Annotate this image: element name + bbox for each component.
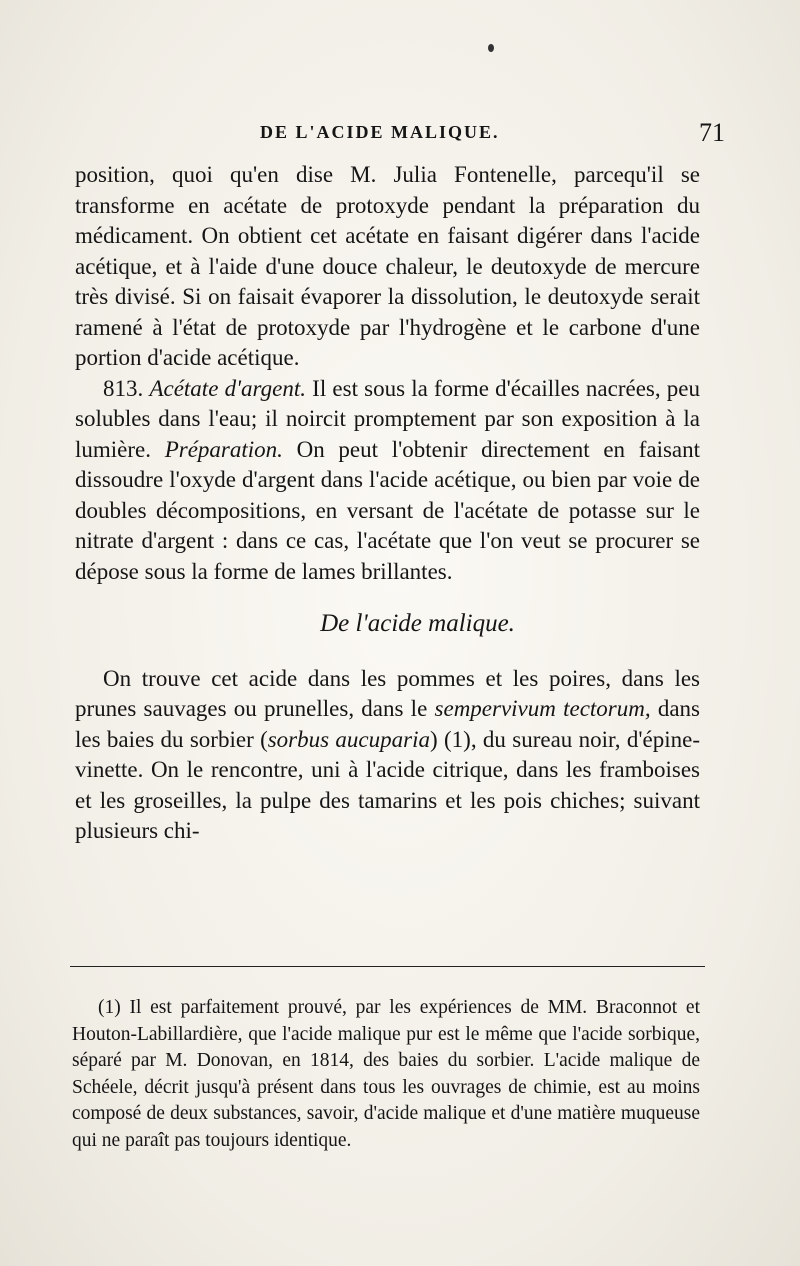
malique-text-3: ) (1), du sureau noir, d'épine-vinette. On le rencontre, uni à l'acide citrique, dans les framboises et les groseilles, la pulpe des tamarins et les pois chiches; suivant plusieurs chi- [75,726,700,843]
footnote [72,995,700,1154]
paragraph-813 [75,374,700,588]
malique-text-1: On trouve cet acide dans les pommes et les poires, dans les prunes sauvages ou prunelles, dans le [75,665,700,721]
paragraph-malique [75,664,700,847]
malique-italic-1: sempervivum tectorum, [434,696,651,721]
article-text-1: Il est sous la forme d'écailles nacrées, peu solubles dans l'eau; il noircit promptement par son exposition à la lumière. [75,375,701,462]
section-heading: De l'acide malique. [320,610,515,637]
article-number: 813. [103,375,144,401]
paragraph-continuation: position, quoi qu'en dise M. Julia Fontenelle, parcequ'il se transforme en acétate de protoxyde pendant la préparation du médicament. On obtient cet acétate en faisant digérer dans l'acide acétique, et à l'aide d'une douce chaleur, le deutoxyde de mercure très divisé. Si on faisait évaporer la dissolution, le deutoxyde serait ramené à l'état de protoxyde par l'hydrogène et le carbone d'une portion d'acide acétique. [75,162,700,370]
preparation-label: Préparation. [164,436,283,462]
footnote-text: (1) Il est parfaitement prouvé, par les expériences de MM. Braconnot et Houton-Labillardière, que l'acide malique pur est le même que l'acide sorbique, séparé par M. Donovan, en 1814, des baies du sorbier. L'acide malique de Schéele, décrit jusqu'à présent dans tous les ouvrages de chimie, est au moins composé de deux substances, savoir, d'acide malique et d'une matière muqueuse qui ne paraît pas toujours identique. [72,997,700,1151]
footnote-rule [70,966,705,967]
page-header [70,118,725,154]
ink-spot [488,44,494,52]
main-text [75,160,700,847]
article-text-2: On peut l'obtenir directement en faisant dissoudre l'oxyde d'argent dans l'acide acétique, ou bien par voie de doubles décompositions, en versant de l'acétate de potasse sur le nitrate d'argent : dans ce cas, l'acétate que l'on veut se procurer se dépose sous la forme de lames brillantes. [75,436,701,584]
page-number: 71 [699,118,725,147]
malique-text-2: dans les baies du sorbier ( [75,696,701,752]
running-head: DE L'ACIDE MALIQUE. [260,122,500,142]
article-title: Acétate d'argent. [149,375,306,401]
malique-italic-2: sorbus aucuparia [267,726,430,752]
